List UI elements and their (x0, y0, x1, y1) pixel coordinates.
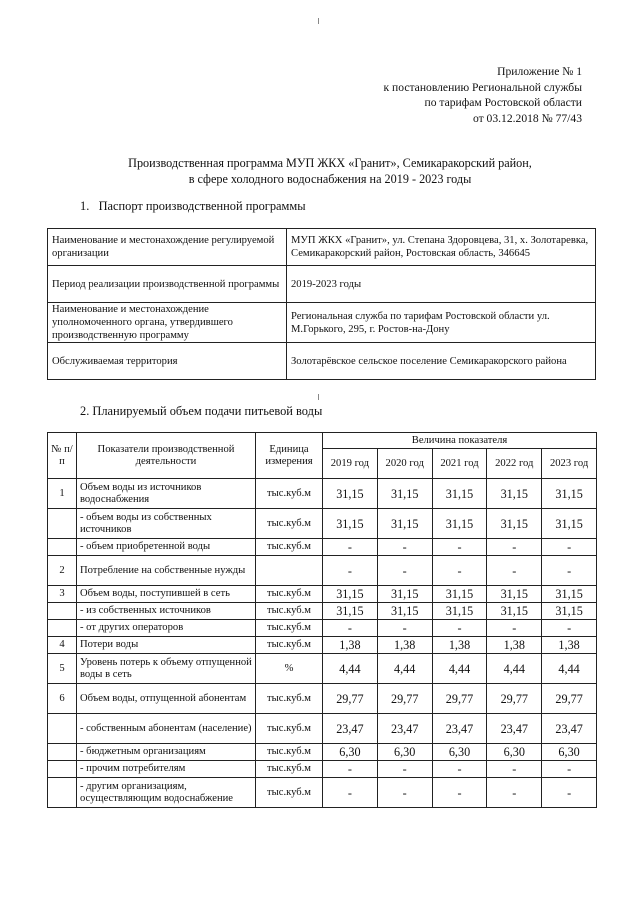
row-unit: тыс.куб.м (256, 744, 323, 761)
table-row (48, 637, 597, 654)
row-value: - (542, 556, 597, 586)
row-value: 23,47 (487, 714, 542, 744)
row-indicator: - из собственных источников (77, 603, 256, 620)
row-value: 29,77 (542, 684, 597, 714)
row-number (48, 761, 77, 778)
row-value: 31,15 (432, 586, 487, 603)
row-unit: тыс.куб.м (256, 479, 323, 509)
row-unit: тыс.куб.м (256, 586, 323, 603)
row-value: - (542, 761, 597, 778)
row-value: - (542, 778, 597, 808)
scan-mark-top (318, 18, 319, 24)
row-number (48, 539, 77, 556)
passport-value: МУП ЖКХ «Гранит», ул. Степана Здоровцева, 31, х. Золотаревка, Семикаракорский район, Ростовская область, 346645 (287, 229, 596, 266)
row-value: - (377, 778, 432, 808)
row-value: 31,15 (377, 509, 432, 539)
header-indicator: Показатели производственной деятельности (77, 433, 256, 479)
row-unit: тыс.куб.м (256, 714, 323, 744)
row-number: 5 (48, 654, 77, 684)
row-unit: тыс.куб.м (256, 778, 323, 808)
row-value: - (487, 620, 542, 637)
row-value: 4,44 (487, 654, 542, 684)
row-value: 4,44 (542, 654, 597, 684)
water-volume-table (47, 432, 597, 808)
header-year-2023: 2023 год (542, 449, 597, 479)
passport-row (48, 343, 596, 380)
row-number (48, 620, 77, 637)
row-number: 3 (48, 586, 77, 603)
passport-row (48, 266, 596, 303)
title-line-2: в сфере холодного водоснабжения на 2019 - 2023 годы (188, 172, 472, 186)
passport-label: Наименование и местонахождение регулируемой организации (48, 229, 287, 266)
header-year-2021: 2021 год (432, 449, 487, 479)
table-row (48, 744, 597, 761)
row-value: - (323, 778, 378, 808)
header-year-2019: 2019 год (323, 449, 378, 479)
passport-table (47, 228, 596, 380)
row-value: 23,47 (377, 714, 432, 744)
passport-row (48, 229, 596, 266)
row-value: 29,77 (432, 684, 487, 714)
row-value: - (377, 556, 432, 586)
row-number (48, 603, 77, 620)
row-value: 23,47 (432, 714, 487, 744)
row-indicator: - собственным абонентам (население) (77, 714, 256, 744)
row-indicator: Уровень потерь к объему отпущенной воды в сеть (77, 654, 256, 684)
row-value: - (377, 761, 432, 778)
passport-row (48, 303, 596, 343)
row-value: 4,44 (377, 654, 432, 684)
table-row (48, 761, 597, 778)
row-value: - (377, 539, 432, 556)
header-year-2022: 2022 год (487, 449, 542, 479)
row-unit: тыс.куб.м (256, 603, 323, 620)
row-unit: тыс.куб.м (256, 539, 323, 556)
row-value: 31,15 (323, 509, 378, 539)
row-value: - (432, 556, 487, 586)
table-row (48, 654, 597, 684)
row-value: - (323, 761, 378, 778)
row-value: - (432, 778, 487, 808)
header-year-2020: 2020 год (377, 449, 432, 479)
row-value: 31,15 (487, 509, 542, 539)
annex-block (384, 64, 583, 126)
section-2-heading: 2. Планируемый объем подачи питьевой воды (80, 404, 323, 418)
table-row (48, 509, 597, 539)
row-value: - (323, 620, 378, 637)
row-value: 29,77 (377, 684, 432, 714)
section-1-heading: 1. Паспорт производственной программы (80, 199, 306, 213)
annex-line-3: по тарифам Ростовской области (424, 96, 582, 109)
row-value: 31,15 (542, 603, 597, 620)
row-value: 31,15 (542, 586, 597, 603)
passport-label: Период реализации производственной программы (48, 266, 287, 303)
table-row (48, 479, 597, 509)
annex-line-4: от 03.12.2018 № 77/43 (472, 111, 582, 125)
row-unit: тыс.куб.м (256, 761, 323, 778)
table-row (48, 603, 597, 620)
row-unit: тыс.куб.м (256, 637, 323, 654)
table-row (48, 620, 597, 637)
row-value: 31,15 (323, 603, 378, 620)
row-indicator: Потери воды (77, 637, 256, 654)
table-row (48, 778, 597, 808)
row-value: 29,77 (323, 684, 378, 714)
table-row (48, 539, 597, 556)
row-number: 2 (48, 556, 77, 586)
table-row (48, 714, 597, 744)
passport-value: Региональная служба по тарифам Ростовской области ул. М.Горького, 295, г. Ростов-на-Дону (287, 303, 596, 343)
row-indicator: Потребление на собственные нужды (77, 556, 256, 586)
row-value: - (432, 761, 487, 778)
row-value: 6,30 (487, 744, 542, 761)
document-title (60, 155, 600, 187)
row-value: - (323, 539, 378, 556)
row-value: 23,47 (542, 714, 597, 744)
annex-line-1: Приложение № 1 (497, 65, 582, 78)
table-row (48, 684, 597, 714)
row-value: 31,15 (377, 603, 432, 620)
header-unit: Единица измерения (256, 433, 323, 479)
row-value: - (377, 620, 432, 637)
scan-mark-mid (318, 394, 319, 400)
row-number (48, 744, 77, 761)
row-indicator: - прочим потребителям (77, 761, 256, 778)
row-value: - (542, 539, 597, 556)
passport-value: 2019-2023 годы (287, 266, 596, 303)
row-number (48, 778, 77, 808)
table-row (48, 586, 597, 603)
annex-line-2: к постановлению Региональной службы (383, 80, 582, 94)
row-value: 23,47 (323, 714, 378, 744)
header-value: Величина показателя (323, 433, 597, 449)
row-indicator: Объем воды из источников водоснабжения (77, 479, 256, 509)
row-number (48, 509, 77, 539)
row-value: 31,15 (487, 479, 542, 509)
row-indicator: - от других операторов (77, 620, 256, 637)
row-value: - (487, 761, 542, 778)
row-value: - (432, 539, 487, 556)
row-value: 1,38 (487, 637, 542, 654)
row-value: 31,15 (542, 509, 597, 539)
passport-label: Наименование и местонахождение уполномоченного органа, утвердившего производственную программу (48, 303, 287, 343)
row-value: - (323, 556, 378, 586)
row-indicator: - бюджетным организациям (77, 744, 256, 761)
row-value: - (542, 620, 597, 637)
row-indicator: - другим организациям, осуществляющим водоснабжение (77, 778, 256, 808)
row-indicator: Объем воды, поступившей в сеть (77, 586, 256, 603)
row-value: 6,30 (432, 744, 487, 761)
row-value: 4,44 (432, 654, 487, 684)
row-value: 31,15 (377, 479, 432, 509)
row-indicator: - объем приобретенной воды (77, 539, 256, 556)
row-value: 1,38 (542, 637, 597, 654)
row-number: 6 (48, 684, 77, 714)
row-unit: тыс.куб.м (256, 684, 323, 714)
row-value: - (432, 620, 487, 637)
row-value: - (487, 778, 542, 808)
row-unit (256, 556, 323, 586)
row-value: 31,15 (487, 603, 542, 620)
row-value: 31,15 (432, 509, 487, 539)
row-value: 1,38 (432, 637, 487, 654)
row-unit: % (256, 654, 323, 684)
row-number (48, 714, 77, 744)
row-value: 31,15 (542, 479, 597, 509)
row-value: 4,44 (323, 654, 378, 684)
table-row (48, 556, 597, 586)
row-value: 31,15 (377, 586, 432, 603)
row-value: 1,38 (323, 637, 378, 654)
row-value: 29,77 (487, 684, 542, 714)
row-value: 31,15 (323, 586, 378, 603)
title-line-1: Производственная программа МУП ЖКХ «Гранит», Семикаракорский район, (128, 156, 532, 170)
row-indicator: Объем воды, отпущенной абонентам (77, 684, 256, 714)
row-value: 31,15 (323, 479, 378, 509)
row-number: 4 (48, 637, 77, 654)
passport-label: Обслуживаемая территория (48, 343, 287, 380)
row-unit: тыс.куб.м (256, 509, 323, 539)
row-value: - (487, 556, 542, 586)
row-value: 31,15 (432, 603, 487, 620)
row-value: 6,30 (323, 744, 378, 761)
row-value: 1,38 (377, 637, 432, 654)
row-value: 31,15 (487, 586, 542, 603)
row-value: 6,30 (542, 744, 597, 761)
row-number: 1 (48, 479, 77, 509)
row-value: - (487, 539, 542, 556)
row-unit: тыс.куб.м (256, 620, 323, 637)
row-value: 6,30 (377, 744, 432, 761)
header-num: № п/п (48, 433, 77, 479)
passport-value: Золотарёвское сельское поселение Семикаракорского района (287, 343, 596, 380)
row-value: 31,15 (432, 479, 487, 509)
row-indicator: - объем воды из собственных источников (77, 509, 256, 539)
